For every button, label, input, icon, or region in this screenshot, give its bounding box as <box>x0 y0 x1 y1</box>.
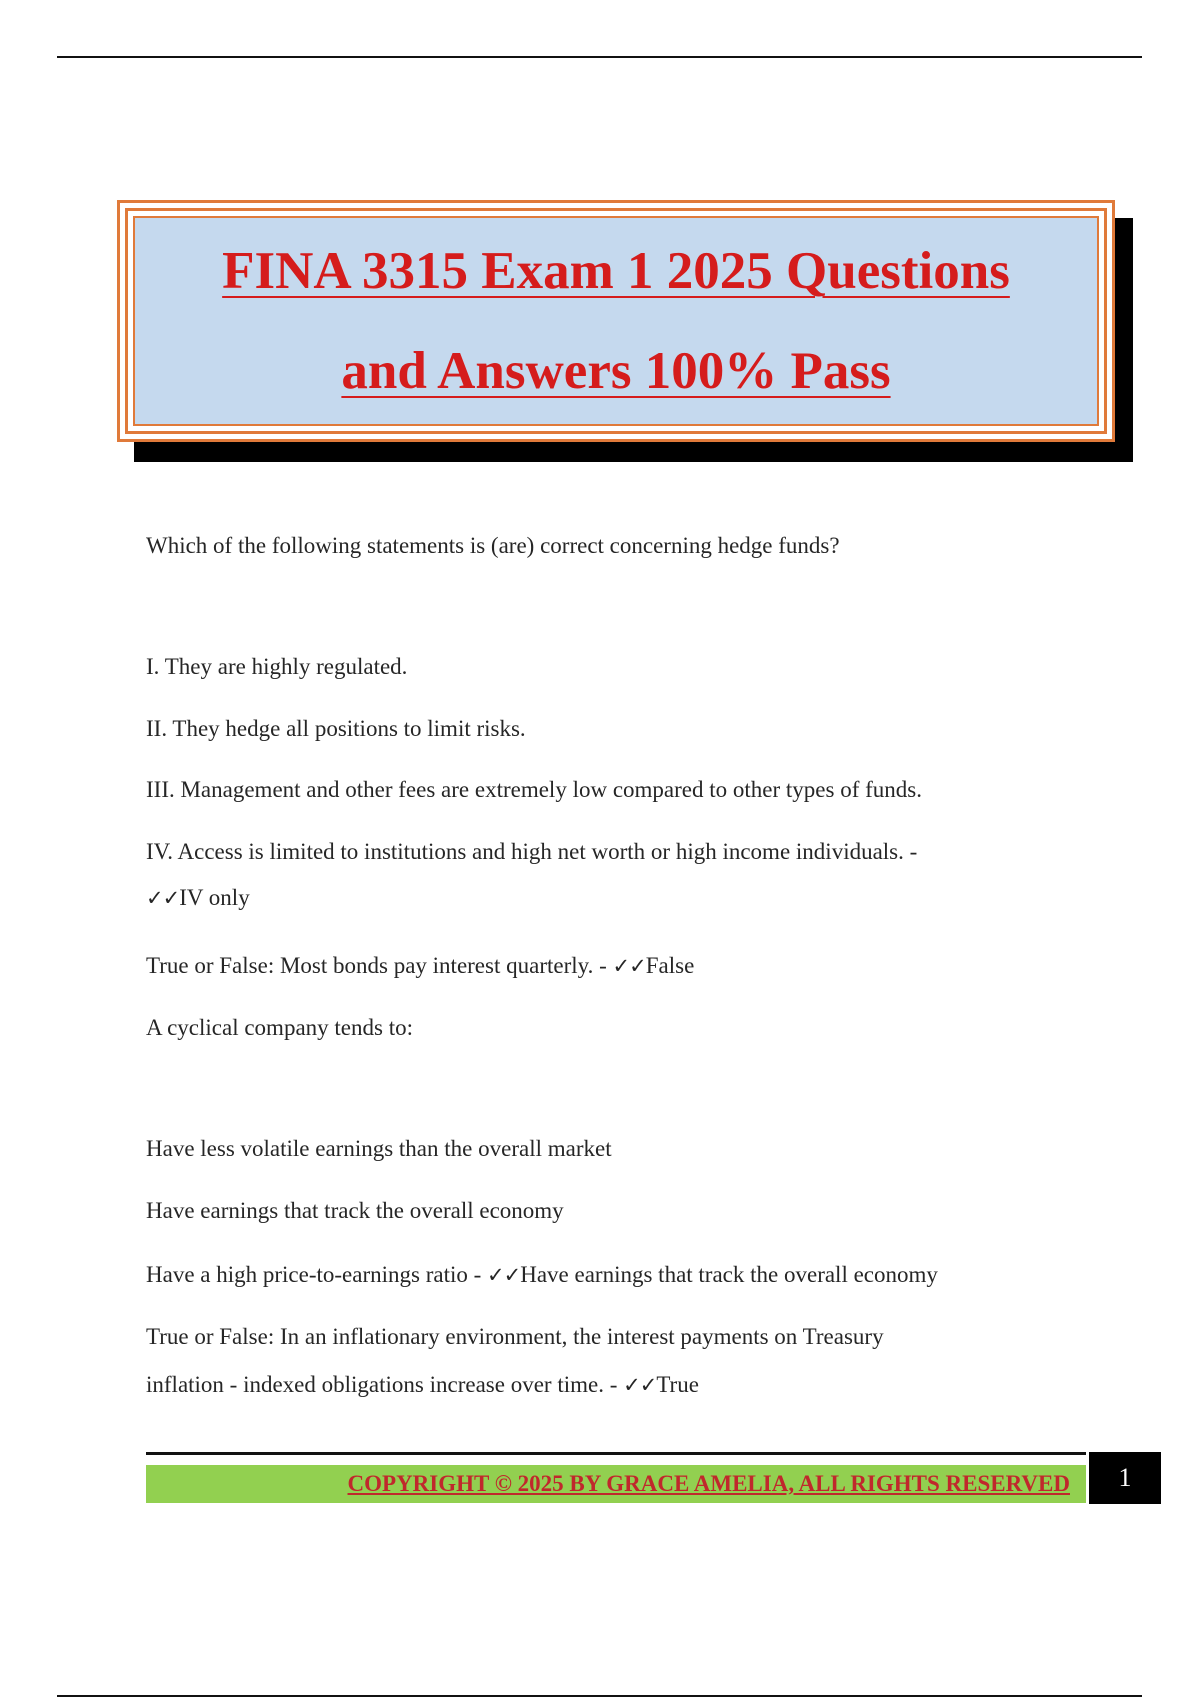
answer-text: Have earnings that track the overall economy <box>520 1262 938 1287</box>
question-3-option-1: Have less volatile earnings than the overall market <box>146 1136 612 1161</box>
double-check-icon: ✓✓ <box>612 954 646 978</box>
question-1-option-2: II. They hedge all positions to limit risks. <box>146 716 526 741</box>
double-check-icon: ✓✓ <box>623 1373 657 1397</box>
double-check-icon: ✓✓ <box>146 886 180 910</box>
question-3-option-3-with-answer <box>146 1262 938 1288</box>
question-1-answer <box>146 885 250 911</box>
header-rule <box>57 56 1142 58</box>
title-box-inner-border <box>125 208 1107 434</box>
footer-bar <box>146 1465 1086 1503</box>
question-4-text-line-2: inflation - indexed obligations increase over time. - <box>146 1372 624 1397</box>
question-3-text: A cyclical company tends to: <box>146 1015 413 1040</box>
title-line-1: FINA 3315 Exam 1 2025 Questions <box>222 242 1010 300</box>
copyright-notice: COPYRIGHT © 2025 BY GRACE AMELIA, ALL RIGHTS RESERVED <box>347 1471 1070 1496</box>
answer-text: IV only <box>179 885 250 910</box>
page-number: 1 <box>1089 1452 1161 1504</box>
bottom-rule <box>57 1695 1142 1697</box>
title-box <box>117 200 1115 442</box>
title-line-2: and Answers 100% Pass <box>341 342 891 400</box>
double-check-icon: ✓✓ <box>487 1263 521 1287</box>
question-2-text: True or False: Most bonds pay interest quarterly. - <box>146 953 613 978</box>
answer-text: True <box>656 1372 699 1397</box>
footer-rule <box>146 1452 1086 1455</box>
question-1-text: Which of the following statements is (are) correct concerning hedge funds? <box>146 533 840 558</box>
question-3-option-3: Have a high price-to-earnings ratio - <box>146 1262 488 1287</box>
question-1-option-3: III. Management and other fees are extremely low compared to other types of funds. <box>146 777 922 802</box>
question-4-line-2 <box>146 1372 699 1398</box>
question-1-option-4: IV. Access is limited to institutions and high net worth or high income individuals. - <box>146 839 918 864</box>
question-1-option-1: I. They are highly regulated. <box>146 654 408 679</box>
question-4-text-line-1: True or False: In an inflationary environment, the interest payments on Treasury <box>146 1324 884 1349</box>
question-2 <box>146 953 694 979</box>
title-box-fill <box>133 216 1099 426</box>
question-3-option-2: Have earnings that track the overall economy <box>146 1198 564 1223</box>
answer-text: False <box>645 953 695 978</box>
